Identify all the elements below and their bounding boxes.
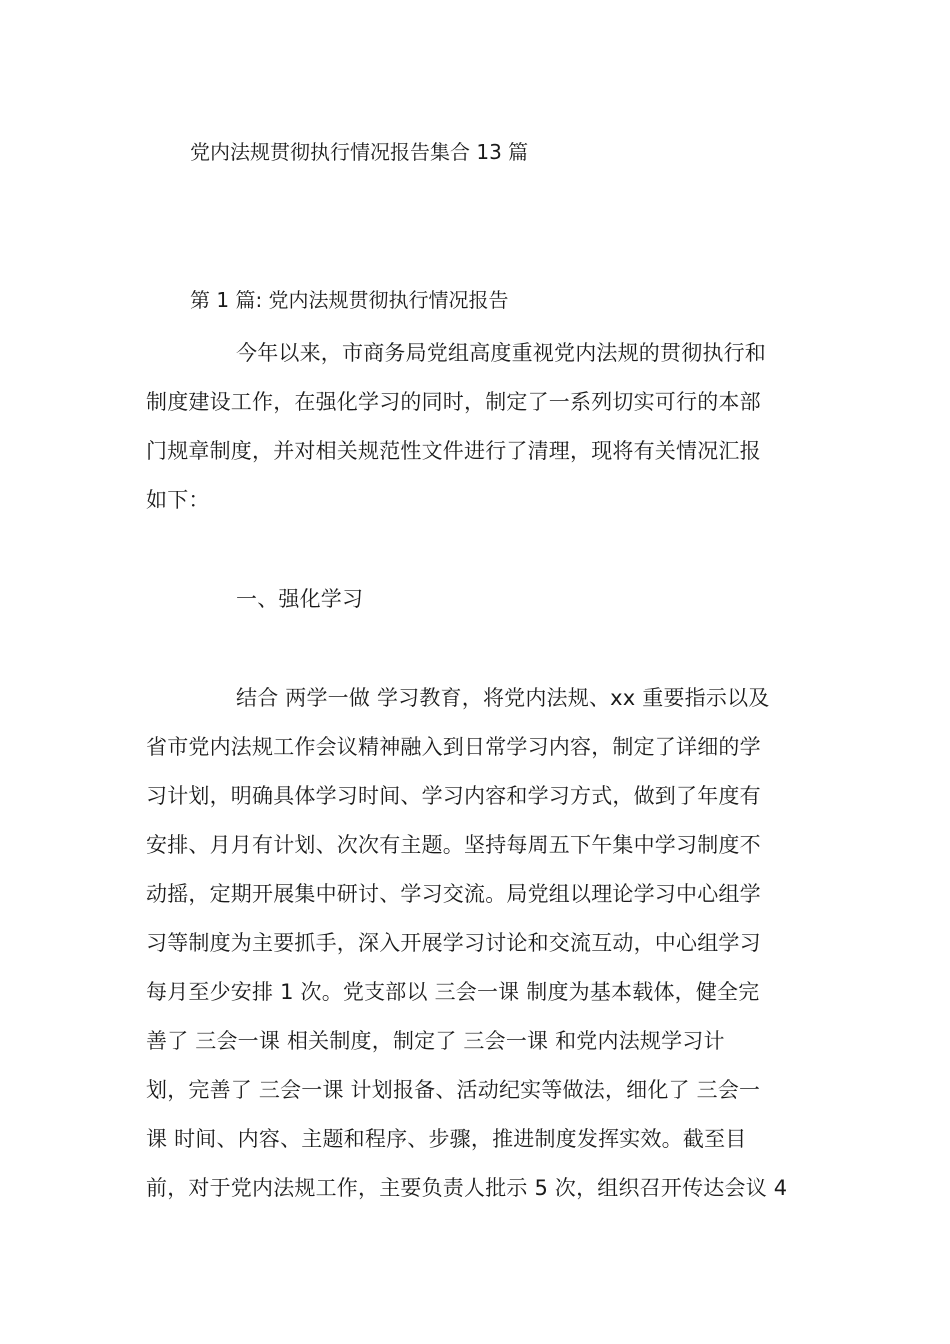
body-line: 动摇，定期开展集中研讨、学习交流。局党组以理论学习中心组学 [146,882,761,906]
body-line: 习计划，明确具体学习时间、学习内容和学习方式，做到了年度有 [146,784,761,808]
intro-line: 今年以来，市商务局党组高度重视党内法规的贯彻执行和 [236,341,766,365]
intro-line: 如下： [146,488,210,512]
intro-line: 制度建设工作，在强化学习的同时，制定了一系列切实可行的本部 [146,390,761,414]
body-line: 课 时间、内容、主题和程序、步骤，推进制度发挥实效。截至目 [146,1127,747,1151]
document-title: 党内法规贯彻执行情况报告集合 13 篇 [190,140,529,164]
body-line: 省市党内法规工作会议精神融入到日常学习内容，制定了详细的学 [146,735,761,759]
body-line: 结合 两学一做 学习教育，将党内法规、xx 重要指示以及 [236,686,770,710]
body-line: 善了 三会一课 相关制度，制定了 三会一课 和党内法规学习计 [146,1029,725,1053]
body-line: 前，对于党内法规工作，主要负责人批示 5 次，组织召开传达会议 4 [146,1176,788,1200]
section-title: 第 1 篇: 党内法规贯彻执行情况报告 [190,288,509,312]
body-line: 每月至少安排 1 次。党支部以 三会一课 制度为基本载体，健全完 [146,980,760,1004]
body-line: 安排、月月有计划、次次有主题。坚持每周五下午集中学习制度不 [146,833,761,857]
body-line: 划，完善了 三会一课 计划报备、活动纪实等做法，细化了 三会一 [146,1078,761,1102]
heading-strengthen-study: 一、强化学习 [236,587,364,611]
intro-line: 门规章制度，并对相关规范性文件进行了清理，现将有关情况汇报 [146,439,761,463]
body-line: 习等制度为主要抓手，深入开展学习讨论和交流互动，中心组学习 [146,931,761,955]
